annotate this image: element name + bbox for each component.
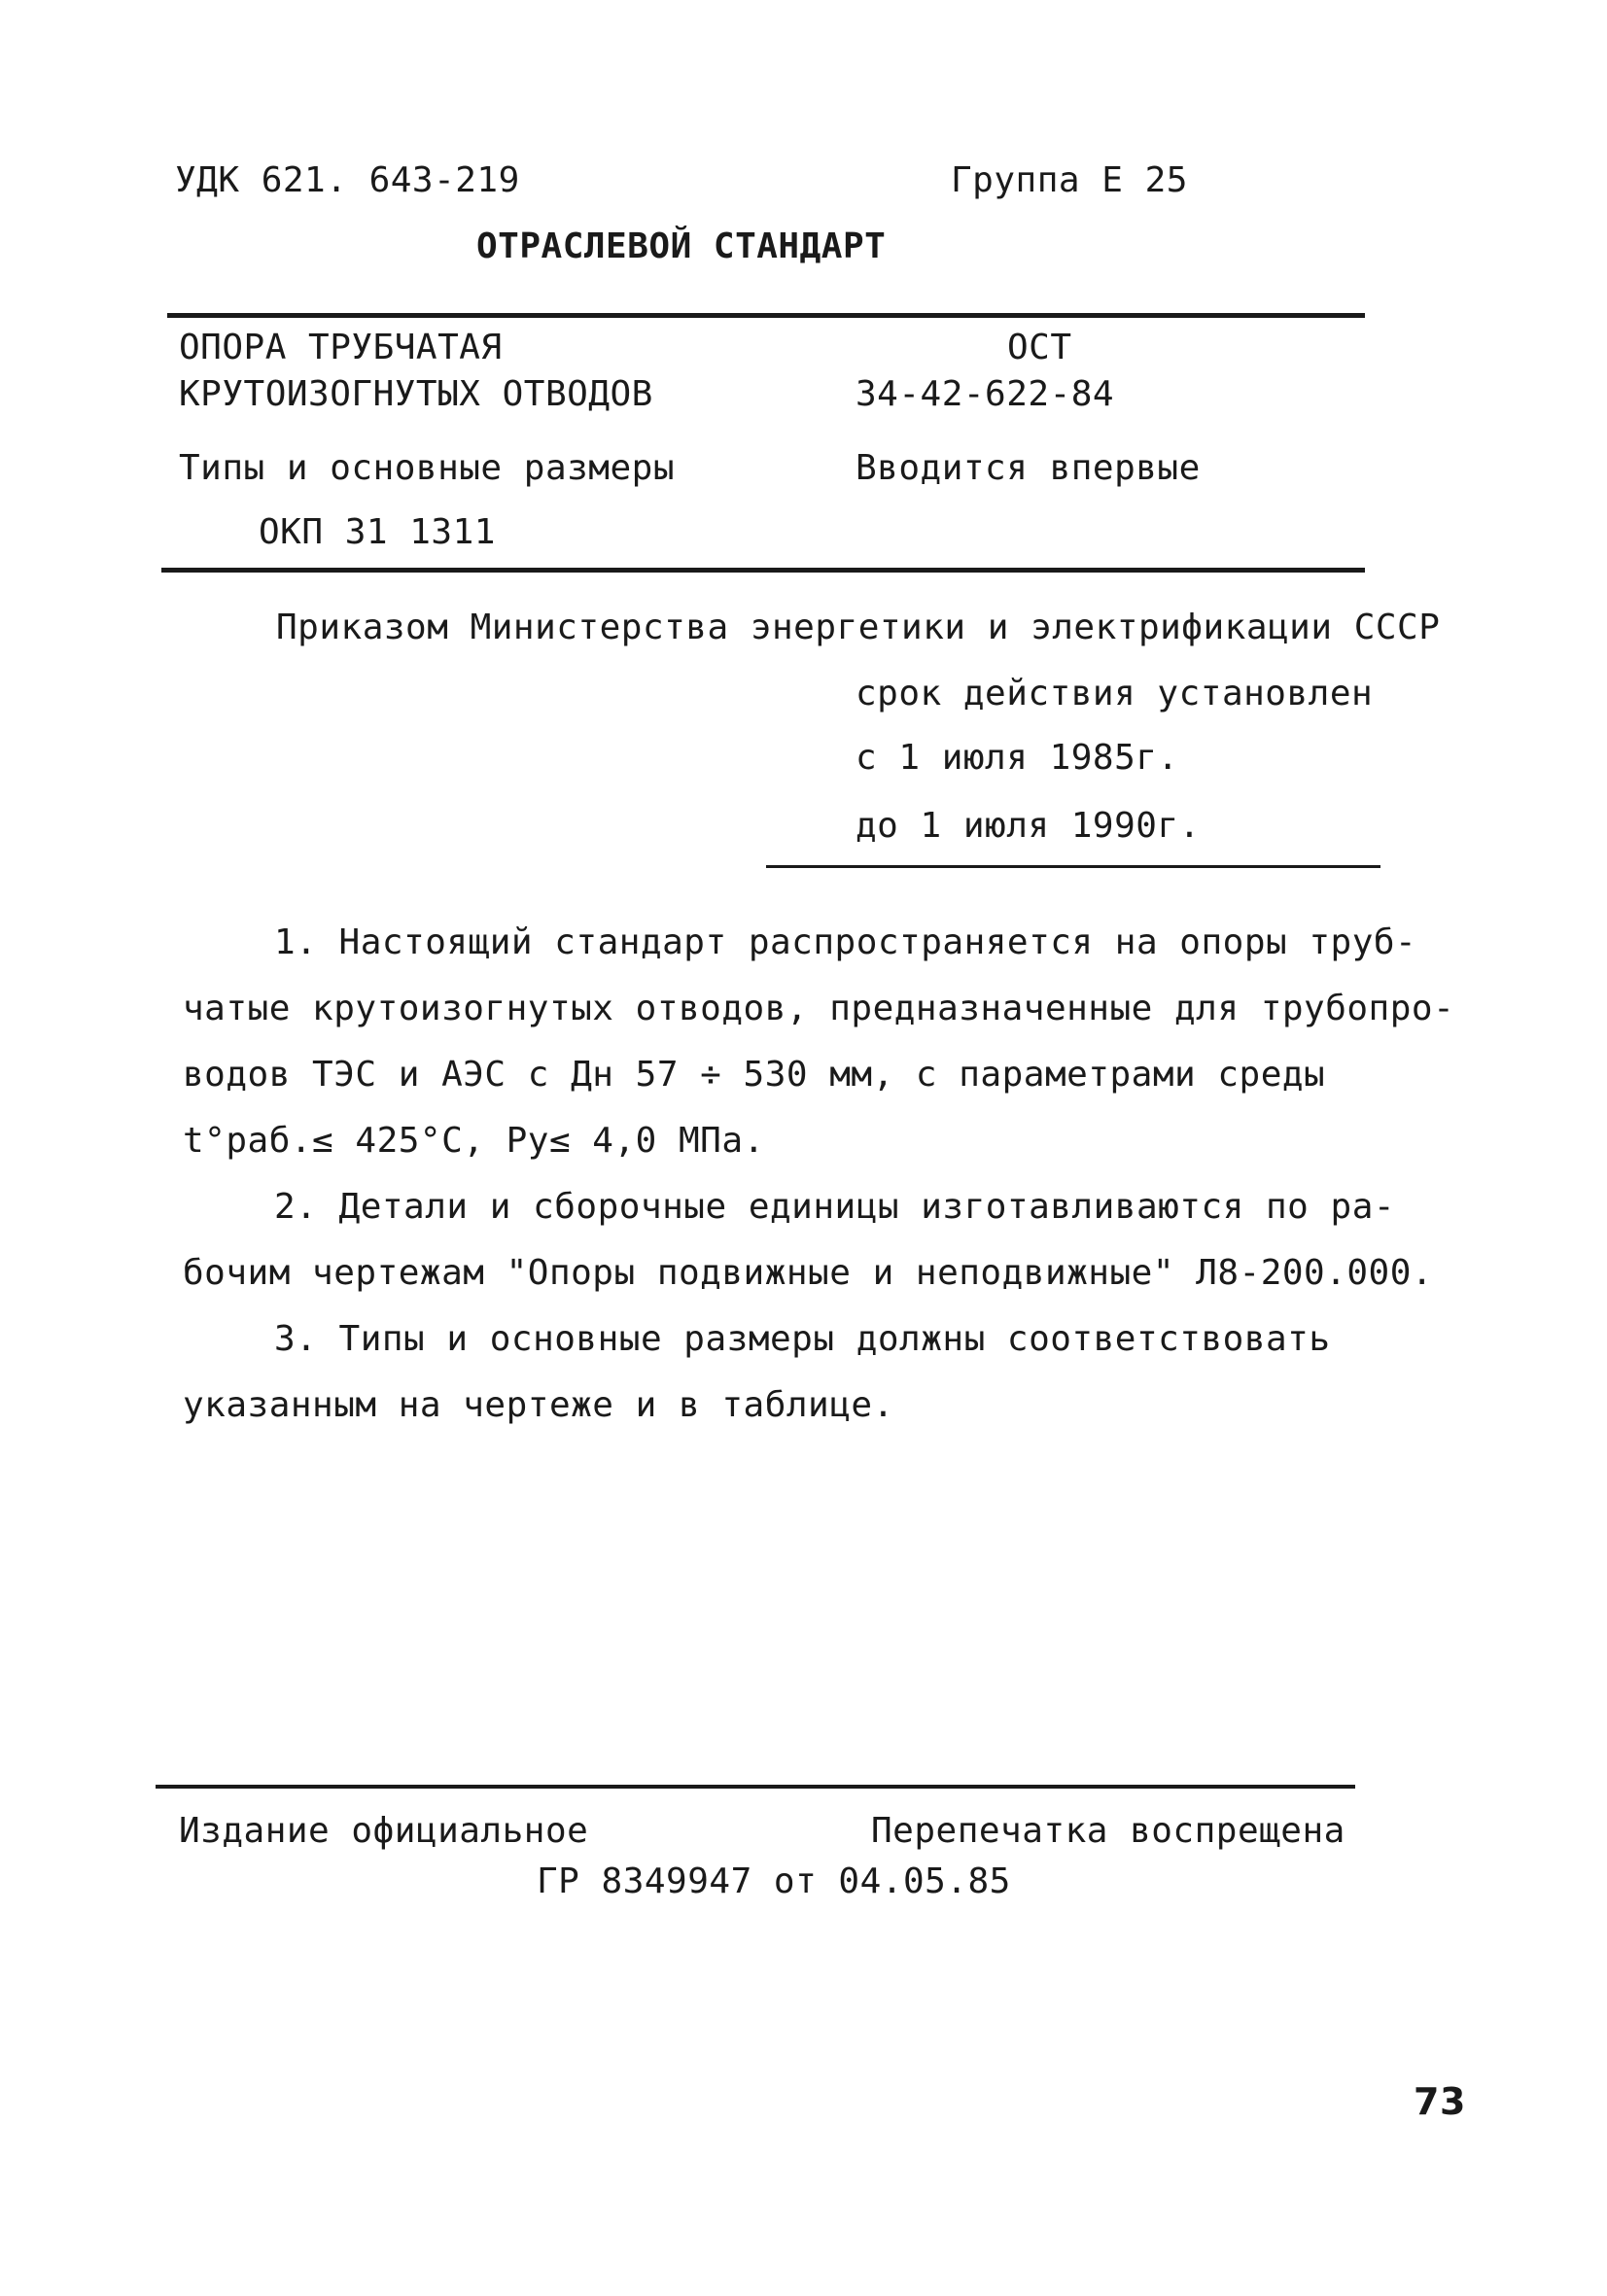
clause-2-line-2: бочим чертежам "Опоры подвижные и неподвижные" Л8-200.000. xyxy=(183,1253,1434,1293)
clause-1-line-3: водов ТЭС и АЭС с Дн 57 ÷ 530 мм, с параметрами среды xyxy=(183,1055,1326,1095)
okp-code: ОКП 31 1311 xyxy=(259,512,496,552)
ost-label: ОСТ xyxy=(1007,328,1072,367)
clause-1-line-1: 1. Настоящий стандарт распространяется на опоры труб- xyxy=(274,922,1417,962)
clause-2-line-1: 2. Детали и сборочные единицы изготавливаются по ра- xyxy=(274,1187,1396,1227)
standard-name-line1: ОПОРА ТРУБЧАТАЯ xyxy=(179,328,503,367)
registration-number: ГР 8349947 от 04.05.85 xyxy=(537,1861,1011,1901)
clause-3-line-1: 3. Типы и основные размеры должны соответствовать xyxy=(274,1319,1331,1359)
ministry-order: Приказом Министерства энергетики и электрификации СССР xyxy=(276,608,1441,647)
clause-3-line-2: указанным на чертеже и в таблице. xyxy=(183,1385,894,1425)
top-rule xyxy=(167,313,1365,318)
edition-note: Издание официальное xyxy=(179,1811,589,1851)
clause-1-line-4: t°раб.≤ 425°С, Ру≤ 4,0 МПа. xyxy=(183,1121,765,1161)
page-number: 73 xyxy=(1414,2080,1466,2123)
footer-rule xyxy=(156,1785,1355,1789)
udk-code: УДК 621. 643-219 xyxy=(175,160,520,200)
standard-type-heading: ОТРАСЛЕВОЙ СТАНДАРТ xyxy=(476,226,887,266)
clause-1-line-2: чатые крутоизогнутых отводов, предназначенные для трубопро- xyxy=(183,989,1455,1028)
introduced-note: Вводится впервые xyxy=(856,448,1201,488)
standard-subtitle: Типы и основные размеры xyxy=(179,448,675,488)
standard-name-line2: КРУТОИЗОГНУТЫХ ОТВОДОВ xyxy=(179,374,653,414)
ost-number: 34-42-622-84 xyxy=(856,374,1115,414)
validity-to: до 1 июля 1990г. xyxy=(856,806,1201,846)
group-code: Группа Е 25 xyxy=(951,160,1188,200)
title-block-bottom-rule xyxy=(161,568,1365,573)
validity-rule xyxy=(766,865,1380,868)
validity-label: срок действия установлен xyxy=(856,674,1374,713)
validity-from: с 1 июля 1985г. xyxy=(856,738,1179,778)
reprint-note: Перепечатка воспрещена xyxy=(871,1811,1345,1851)
